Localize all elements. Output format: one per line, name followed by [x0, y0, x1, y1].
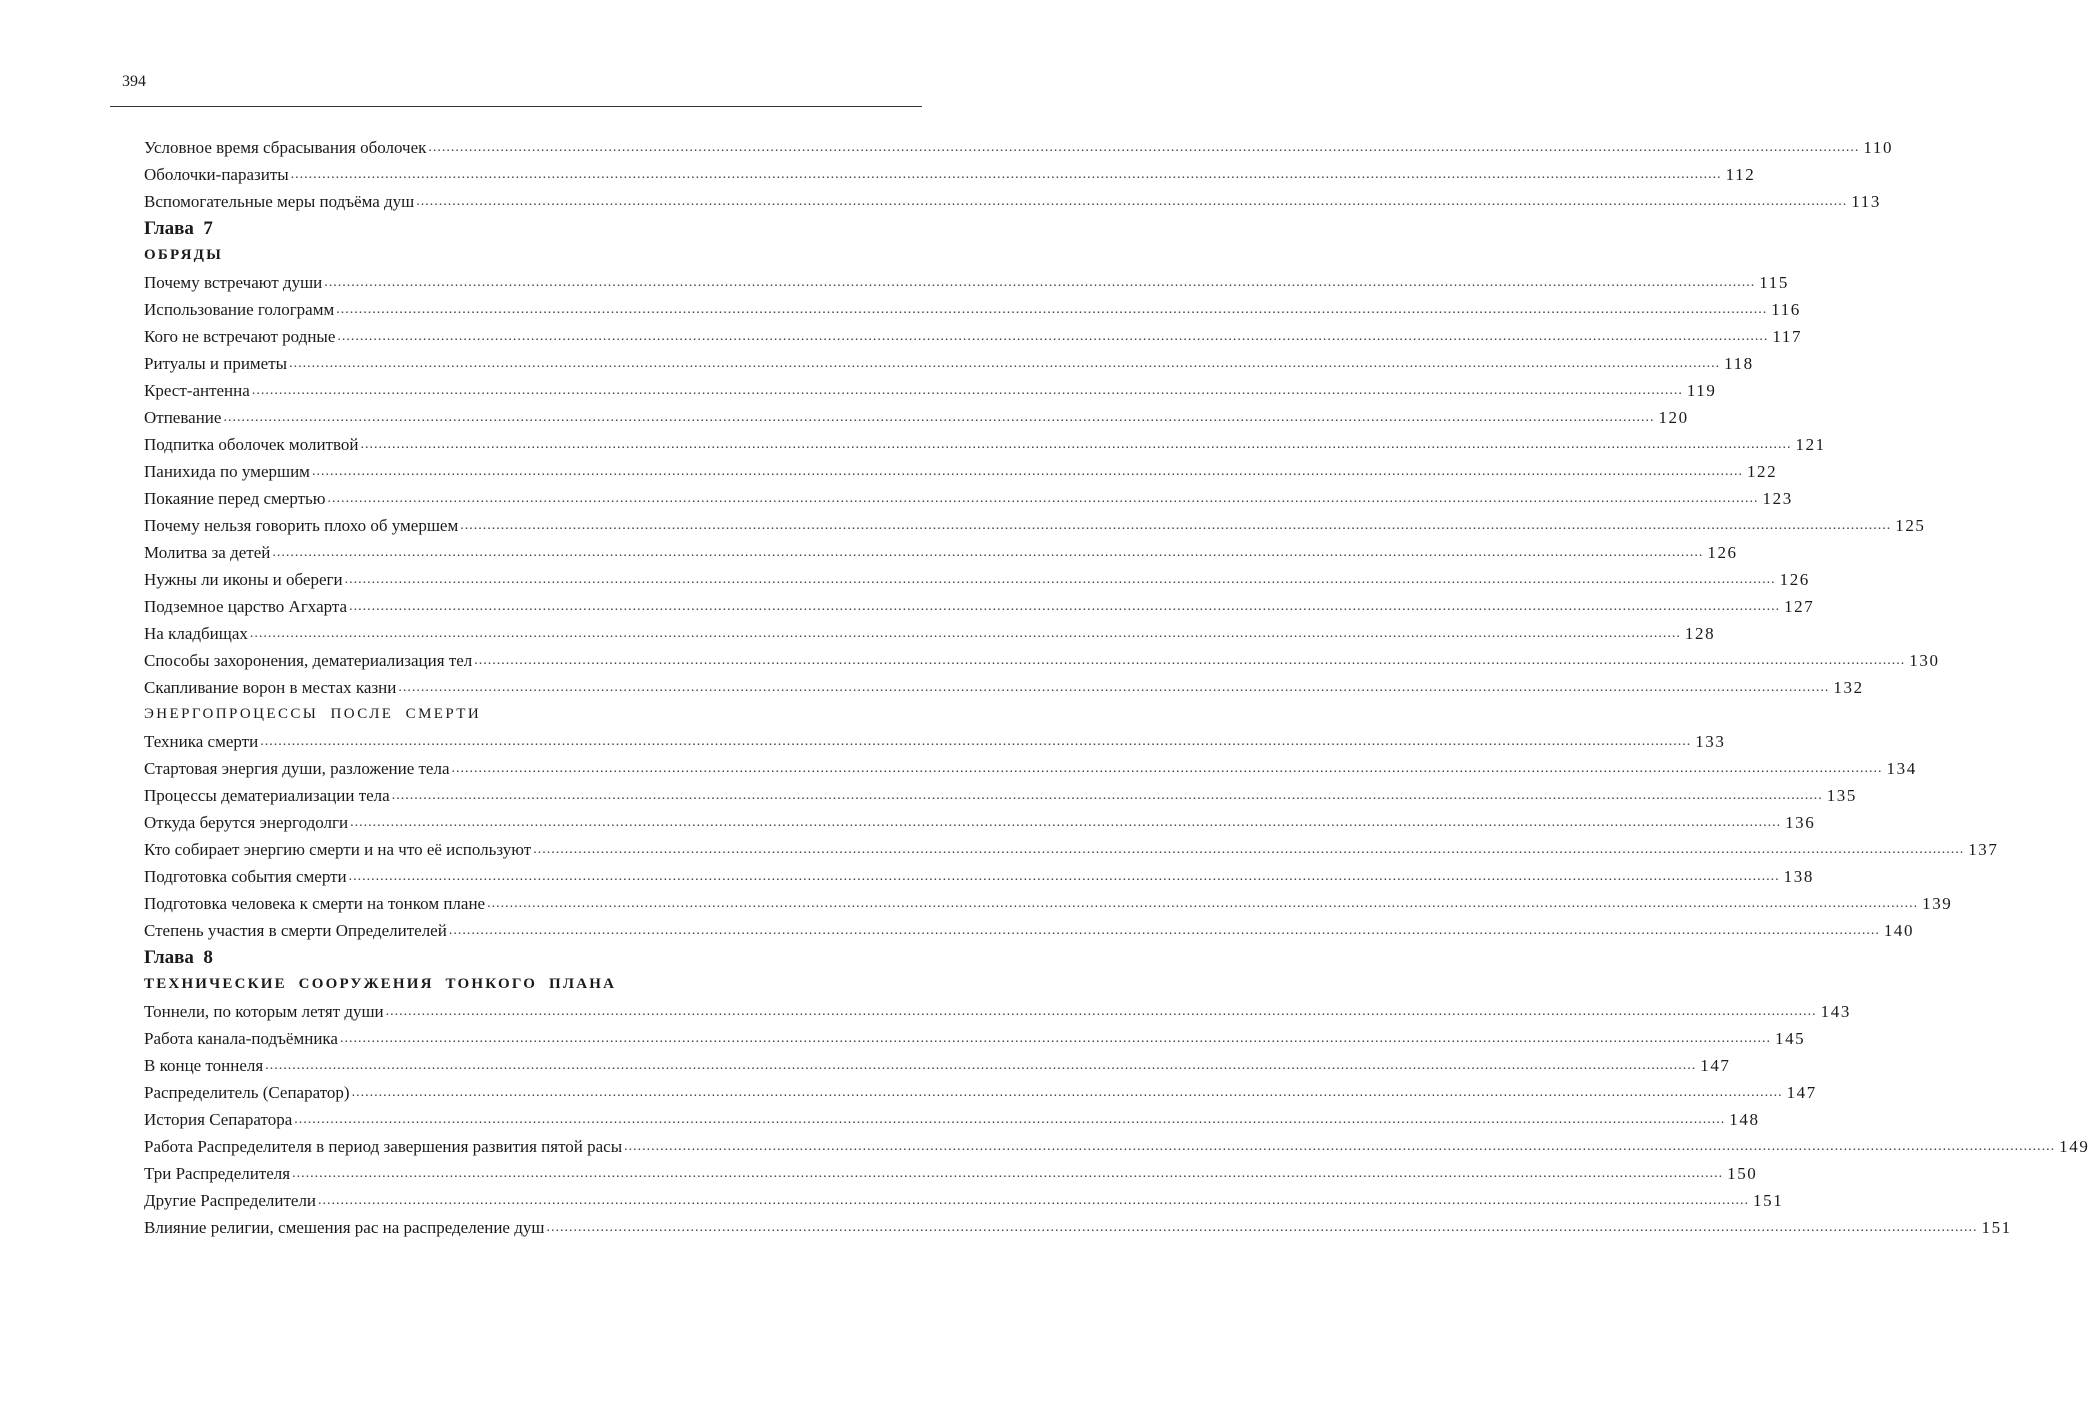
- toc-entry: [144, 431, 1826, 458]
- toc-entry-page-number: 147: [1700, 1055, 1731, 1075]
- chapter-heading: [144, 215, 900, 242]
- dot-leader: [272, 539, 1703, 566]
- toc-entry-title: Оболочки-паразиты: [144, 164, 289, 184]
- toc-entry-title: Нужны ли иконы и обереги: [144, 569, 343, 589]
- toc-entry-page-number: 113: [1851, 191, 1881, 211]
- toc-entry-page-number: 133: [1695, 731, 1726, 751]
- toc-entry-title: Подготовка человека к смерти на тонком плане: [144, 893, 486, 913]
- chapter-title: Глава 8: [144, 946, 213, 968]
- toc-entry: [144, 1133, 2089, 1160]
- toc-entry: [144, 1187, 1784, 1214]
- dot-leader: [265, 1052, 1696, 1079]
- dot-leader: [328, 485, 1759, 512]
- section-heading: [144, 242, 900, 269]
- toc-entry-page-number: 140: [1883, 920, 1915, 940]
- toc-entry: [144, 998, 1851, 1025]
- section-heading: [144, 971, 900, 998]
- toc-entry: [144, 1025, 1806, 1052]
- page-number: 394: [122, 73, 146, 90]
- toc-entry-page-number: 149: [2059, 1136, 2089, 1156]
- toc-entry: [144, 1079, 1817, 1106]
- toc-entry: [144, 647, 1940, 674]
- dot-leader: [487, 890, 1918, 917]
- dot-leader: [452, 755, 1883, 782]
- toc-entry-title: Использование голограмм: [144, 299, 335, 319]
- toc-entry: [144, 539, 1738, 566]
- dot-leader: [392, 782, 1823, 809]
- dot-leader: [360, 431, 1791, 458]
- toc-entry-page-number: 151: [1753, 1190, 1784, 1210]
- toc-entry-title: Три Распределителя: [144, 1163, 291, 1183]
- toc-entry: [144, 323, 1803, 350]
- toc-entry-title: Способы захоронения, дематериализация тел: [144, 650, 473, 670]
- toc-entry: [144, 1106, 1760, 1133]
- toc-entry: [144, 296, 1801, 323]
- toc-entry: [144, 512, 1926, 539]
- toc-entry: [144, 728, 1726, 755]
- dot-leader: [474, 647, 1905, 674]
- dot-leader: [340, 1025, 1771, 1052]
- toc-entry: [144, 863, 1814, 890]
- dot-leader: [312, 458, 1743, 485]
- dot-leader: [318, 1187, 1749, 1214]
- toc-entry-page-number: 126: [1779, 569, 1810, 589]
- toc-entry-title: Техника смерти: [144, 731, 259, 751]
- toc-entry-page-number: 139: [1922, 893, 1953, 913]
- toc-entry-page-number: 123: [1762, 488, 1793, 508]
- toc-entry-title: Кого не встречают родные: [144, 326, 336, 346]
- toc-entry-page-number: 128: [1684, 623, 1716, 643]
- toc-entry-title: Подпитка оболочек молитвой: [144, 434, 359, 454]
- section-heading: [144, 701, 900, 728]
- dot-leader: [252, 377, 1683, 404]
- toc-entry-page-number: 126: [1707, 542, 1738, 562]
- table-of-contents: [144, 134, 2089, 1241]
- dot-leader: [349, 863, 1780, 890]
- dot-leader: [336, 296, 1767, 323]
- section-title: ЭНЕРГОПРОЦЕССЫ ПОСЛЕ СМЕРТИ: [144, 706, 482, 722]
- dot-leader: [449, 917, 1880, 944]
- toc-entry-page-number: 110: [1863, 137, 1894, 157]
- dot-leader: [460, 512, 1891, 539]
- dot-leader: [337, 323, 1768, 350]
- toc-entry-page-number: 143: [1820, 1001, 1851, 1021]
- toc-entry-title: Работа Распределителя в период завершения развития пятой расы: [144, 1136, 623, 1156]
- dot-leader: [324, 269, 1755, 296]
- toc-entry-title: Подготовка события смерти: [144, 866, 347, 886]
- dot-leader: [352, 1079, 1783, 1106]
- toc-entry: [144, 836, 1999, 863]
- toc-entry-title: История Сепаратора: [144, 1109, 293, 1129]
- toc-entry: [144, 1052, 1731, 1079]
- chapter-heading: [144, 944, 900, 971]
- toc-entry: [144, 1160, 1758, 1187]
- toc-entry-page-number: 135: [1826, 785, 1858, 805]
- toc-entry: [144, 917, 1915, 944]
- toc-entry: [144, 404, 1689, 431]
- toc-entry: [144, 674, 1864, 701]
- section-title: ТЕХНИЧЕСКИЕ СООРУЖЕНИЯ ТОНКОГО ПЛАНА: [144, 976, 617, 992]
- toc-entry-page-number: 125: [1895, 515, 1926, 535]
- dot-leader: [294, 1106, 1725, 1133]
- toc-entry-title: Крест-антенна: [144, 380, 250, 400]
- toc-entry-title: Другие Распределители: [144, 1190, 317, 1210]
- dot-leader: [289, 350, 1720, 377]
- toc-entry-page-number: 120: [1658, 407, 1689, 427]
- toc-entry-page-number: 122: [1746, 461, 1778, 481]
- dot-leader: [386, 998, 1817, 1025]
- toc-entry-title: Подземное царство Агхарта: [144, 596, 348, 616]
- toc-entry: [144, 1214, 2012, 1241]
- toc-entry-title: Почему встречают души: [144, 272, 323, 292]
- dot-leader: [349, 593, 1780, 620]
- toc-entry-page-number: 115: [1759, 272, 1789, 292]
- dot-leader: [291, 161, 1722, 188]
- dot-leader: [546, 1214, 1977, 1241]
- dot-leader: [624, 1133, 2055, 1160]
- toc-entry-title: На кладбищах: [144, 623, 248, 643]
- dot-leader: [292, 1160, 1723, 1187]
- toc-entry-title: Кто собирает энергию смерти и на что её используют: [144, 839, 532, 859]
- toc-entry-page-number: 132: [1833, 677, 1864, 697]
- toc-entry: [144, 188, 1881, 215]
- toc-entry-page-number: 118: [1724, 353, 1754, 373]
- toc-entry: [144, 269, 1789, 296]
- toc-entry: [144, 485, 1793, 512]
- toc-entry-page-number: 130: [1909, 650, 1940, 670]
- toc-entry-title: Вспомогательные меры подъёма душ: [144, 191, 415, 211]
- toc-entry: [144, 458, 1778, 485]
- toc-entry-page-number: 137: [1968, 839, 1999, 859]
- toc-entry-page-number: 121: [1795, 434, 1826, 454]
- toc-entry-page-number: 127: [1784, 596, 1815, 616]
- toc-entry: [144, 350, 1754, 377]
- toc-entry-title: Степень участия в смерти Определителей: [144, 920, 447, 940]
- dot-leader: [345, 566, 1776, 593]
- toc-entry-page-number: 147: [1786, 1082, 1817, 1102]
- dot-leader: [533, 836, 1964, 863]
- chapter-title: Глава 7: [144, 217, 213, 239]
- toc-entry-page-number: 136: [1785, 812, 1816, 832]
- dot-leader: [250, 620, 1681, 647]
- dot-leader: [260, 728, 1691, 755]
- toc-entry: [144, 890, 1953, 917]
- toc-entry-title: Скапливание ворон в местах казни: [144, 677, 397, 697]
- toc-entry: [144, 809, 1816, 836]
- toc-entry-title: Панихида по умершим: [144, 461, 310, 481]
- dot-leader: [350, 809, 1781, 836]
- toc-entry-title: В конце тоннеля: [144, 1055, 264, 1075]
- toc-entry-title: Покаяние перед смертью: [144, 488, 326, 508]
- toc-entry-page-number: 151: [1981, 1217, 2012, 1237]
- toc-entry-title: Процессы дематериализации тела: [144, 785, 390, 805]
- toc-entry-page-number: 112: [1725, 164, 1756, 184]
- dot-leader: [416, 188, 1847, 215]
- toc-entry-page-number: 134: [1886, 758, 1917, 778]
- toc-entry-title: Условное время сбрасывания оболочек: [144, 137, 427, 157]
- toc-entry-title: Ритуалы и приметы: [144, 353, 288, 373]
- toc-entry: [144, 134, 1894, 161]
- toc-entry-title: Откуда берутся энергодолги: [144, 812, 349, 832]
- toc-entry-page-number: 145: [1774, 1028, 1806, 1048]
- toc-entry-page-number: 119: [1686, 380, 1717, 400]
- toc-entry: [144, 377, 1717, 404]
- toc-entry: [144, 161, 1756, 188]
- toc-entry-title: Почему нельзя говорить плохо об умершем: [144, 515, 459, 535]
- toc-entry-page-number: 150: [1727, 1163, 1758, 1183]
- toc-entry: [144, 755, 1917, 782]
- toc-entry: [144, 566, 1810, 593]
- toc-entry-page-number: 148: [1729, 1109, 1760, 1129]
- toc-entry-page-number: 116: [1771, 299, 1801, 319]
- dot-leader: [398, 674, 1829, 701]
- toc-entry: [144, 782, 1858, 809]
- toc-entry-title: Работа канала-подъёмника: [144, 1028, 338, 1048]
- header-rule: [110, 106, 922, 107]
- toc-entry-title: Стартовая энергия души, разложение тела: [144, 758, 450, 778]
- dot-leader: [428, 134, 1859, 161]
- toc-entry-title: Тоннели, по которым летят души: [144, 1001, 384, 1021]
- toc-entry: [144, 593, 1815, 620]
- toc-entry-page-number: 138: [1783, 866, 1814, 886]
- toc-entry: [144, 620, 1716, 647]
- toc-entry-title: Молитва за детей: [144, 542, 271, 562]
- dot-leader: [223, 404, 1654, 431]
- toc-entry-page-number: 117: [1772, 326, 1803, 346]
- toc-entry-title: Отпевание: [144, 407, 222, 427]
- toc-entry-title: Распределитель (Сепаратор): [144, 1082, 350, 1102]
- toc-entry-title: Влияние религии, смешения рас на распределение душ: [144, 1217, 545, 1237]
- section-title: ОБРЯДЫ: [144, 247, 224, 263]
